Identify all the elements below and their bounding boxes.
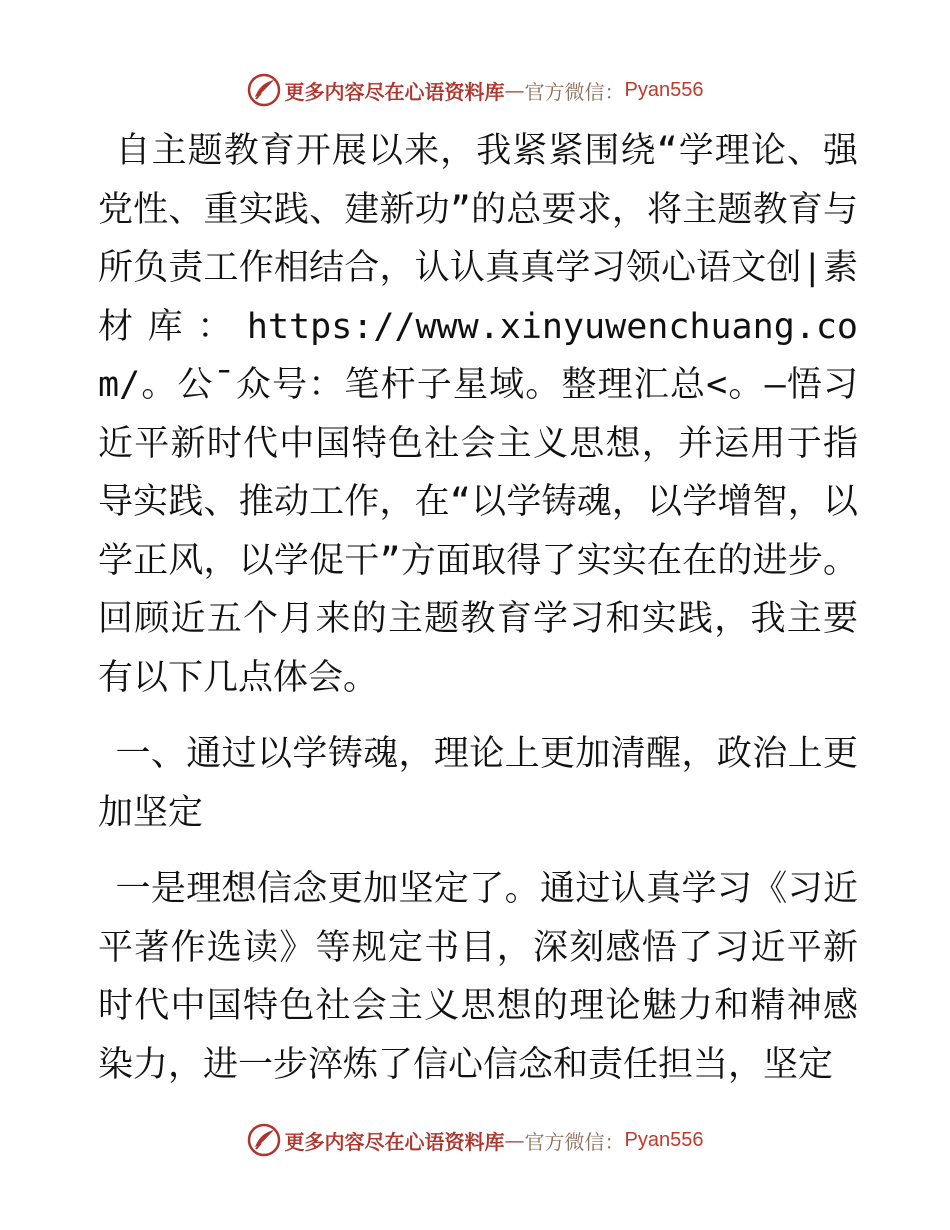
quill-ink-icon <box>247 73 281 107</box>
body-paragraph: 一是理想信念更加坚定了。通过认真学习《习近平著作选读》等规定书目，深刻感悟了习近平新时代中国特色社会主义思想的理论魅力和精神感染力，进一步淬炼了信心信念和责任担当，坚定 <box>98 869 858 1085</box>
section-heading: 一、通过以学铸魂，理论上更加清醒，政治上更加坚定 <box>98 734 858 833</box>
watermark-title: 更多内容尽在心语资料库 <box>284 79 505 104</box>
watermark-handle: Pyan556 <box>624 78 704 101</box>
watermark-title: 更多内容尽在心语资料库 <box>284 1129 505 1154</box>
intro-paragraph: 自主题教育开展以来，我紧紧围绕“学理论、强党性、重实践、建新功”的总要求，将主题教育与所负责工作相结合，认认真真学习领心语文创|素材库：https://www.xinyuwenchuang.com/。公¯众号：笔杆子星域。整理汇总<。—悟习近平新时代中国特色社会主义思想，并运用于指导实践、推动工作，在“以学铸魂，以学增智，以学正风，以学促干”方面取得了实实在在的进步。回顾近五个月来的主题教育学习和实践，我主要有以下几点体会。 <box>98 131 858 698</box>
quill-ink-icon <box>247 1123 281 1157</box>
document-body <box>98 122 858 1094</box>
watermark-handle: Pyan556 <box>624 1128 704 1151</box>
watermark-dash: — <box>504 78 525 102</box>
watermark-subtitle: 官方微信： <box>524 79 625 104</box>
header-watermark <box>0 70 950 110</box>
watermark-subtitle: 官方微信： <box>524 1129 625 1154</box>
watermark-dash: — <box>504 1128 525 1152</box>
footer-watermark <box>0 1120 950 1160</box>
